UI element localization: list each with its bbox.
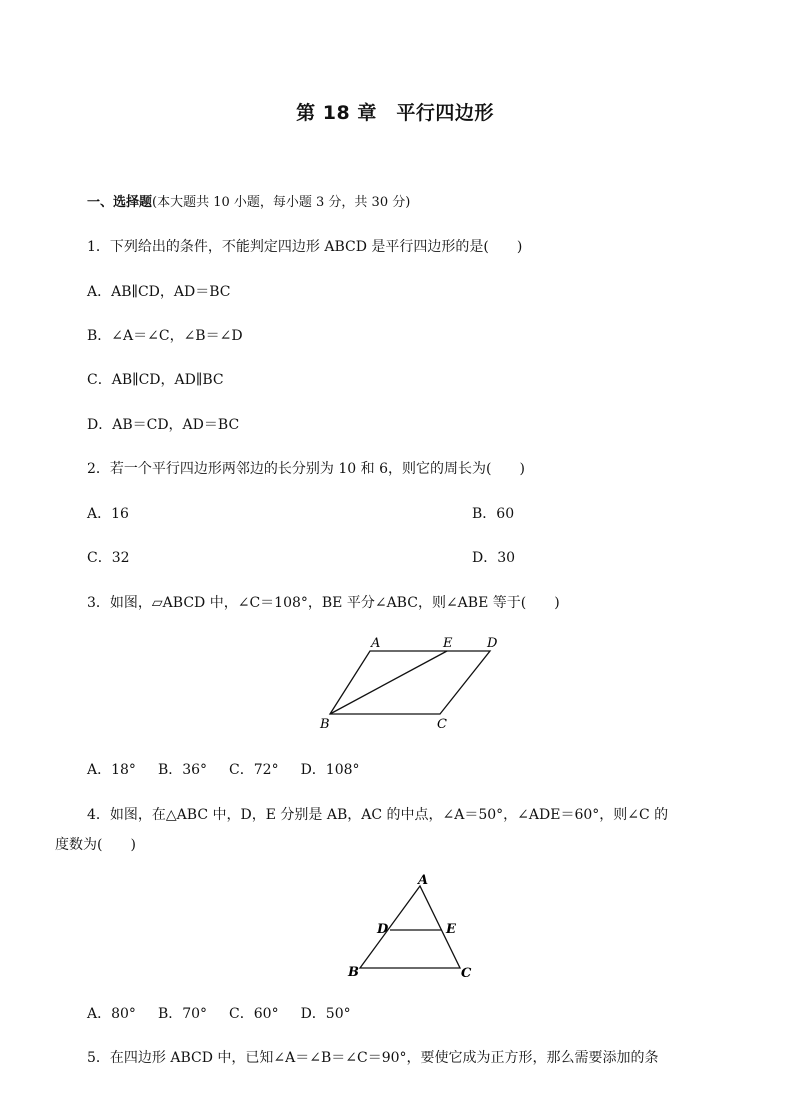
section-note: (本大题共 10 小题，每小题 3 分，共 30 分) <box>152 195 411 210</box>
label-a: A <box>371 636 381 651</box>
question-5-stem: 5．在四边形 ABCD 中，已知∠A＝∠B＝∠C＝90°，要使它成为正方形，那么需要添加的条 <box>87 1050 659 1066</box>
question-3-stem: 3．如图，▱ABCD 中，∠C＝108°，BE 平分∠ABC，则∠ABE 等于( ) <box>87 595 560 611</box>
section-heading <box>87 193 410 213</box>
question-3-option-a: A．18° <box>87 762 136 778</box>
question-2-option-b: B．60 <box>472 506 515 522</box>
parallelogram-abcd <box>330 651 490 714</box>
triangle-figure <box>340 870 480 982</box>
segment-be <box>330 651 447 714</box>
label-e: E <box>446 922 456 937</box>
question-1-stem: 1．下列给出的条件，不能判定四边形 ABCD 是平行四边形的是( ) <box>87 239 523 255</box>
question-3-options <box>87 760 360 780</box>
question-2-stem: 2．若一个平行四边形两邻边的长分别为 10 和 6，则它的周长为( ) <box>87 461 525 477</box>
chapter-title: 第 18 章 平行四边形 <box>296 102 494 124</box>
question-4-option-a: A．80° <box>87 1006 136 1022</box>
label-a: A <box>418 873 429 888</box>
question-1-option-c: C．AB∥CD，AD∥BC <box>87 372 224 388</box>
label-d: D <box>377 922 389 937</box>
question-1-option-b: B．∠A＝∠C，∠B＝∠D <box>87 328 243 344</box>
question-4-option-c: C．60° <box>229 1006 279 1022</box>
label-c: C <box>461 966 472 981</box>
question-3-option-c: C．72° <box>229 762 279 778</box>
label-d: D <box>487 636 498 651</box>
question-2-option-c: C．32 <box>87 550 130 566</box>
question-1-option-d: D．AB＝CD，AD＝BC <box>87 417 240 433</box>
question-4-option-b: B．70° <box>157 1006 208 1022</box>
label-b: B <box>348 965 359 980</box>
label-b: B <box>320 717 330 732</box>
parallelogram-figure <box>310 632 520 734</box>
question-4-options <box>87 1004 351 1024</box>
question-4-stem-line1: 4．如图，在△ABC 中，D，E 分别是 AB，AC 的中点，∠A＝50°，∠ADE＝60°，则∠C 的 <box>87 807 669 823</box>
question-3-option-b: B．36° <box>157 762 208 778</box>
question-3-option-d: D．108° <box>300 762 360 778</box>
question-4-option-d: D．50° <box>300 1006 351 1022</box>
question-1-option-a: A．AB∥CD，AD＝BC <box>87 284 231 300</box>
label-e: E <box>443 636 453 651</box>
triangle-abc <box>360 886 460 968</box>
section-label: 一、选择题 <box>87 195 153 210</box>
question-2-option-a: A．16 <box>87 506 129 522</box>
question-4-stem-line2: 度数为( ) <box>55 837 136 853</box>
label-c: C <box>437 717 447 732</box>
question-2-option-d: D．30 <box>472 550 516 566</box>
